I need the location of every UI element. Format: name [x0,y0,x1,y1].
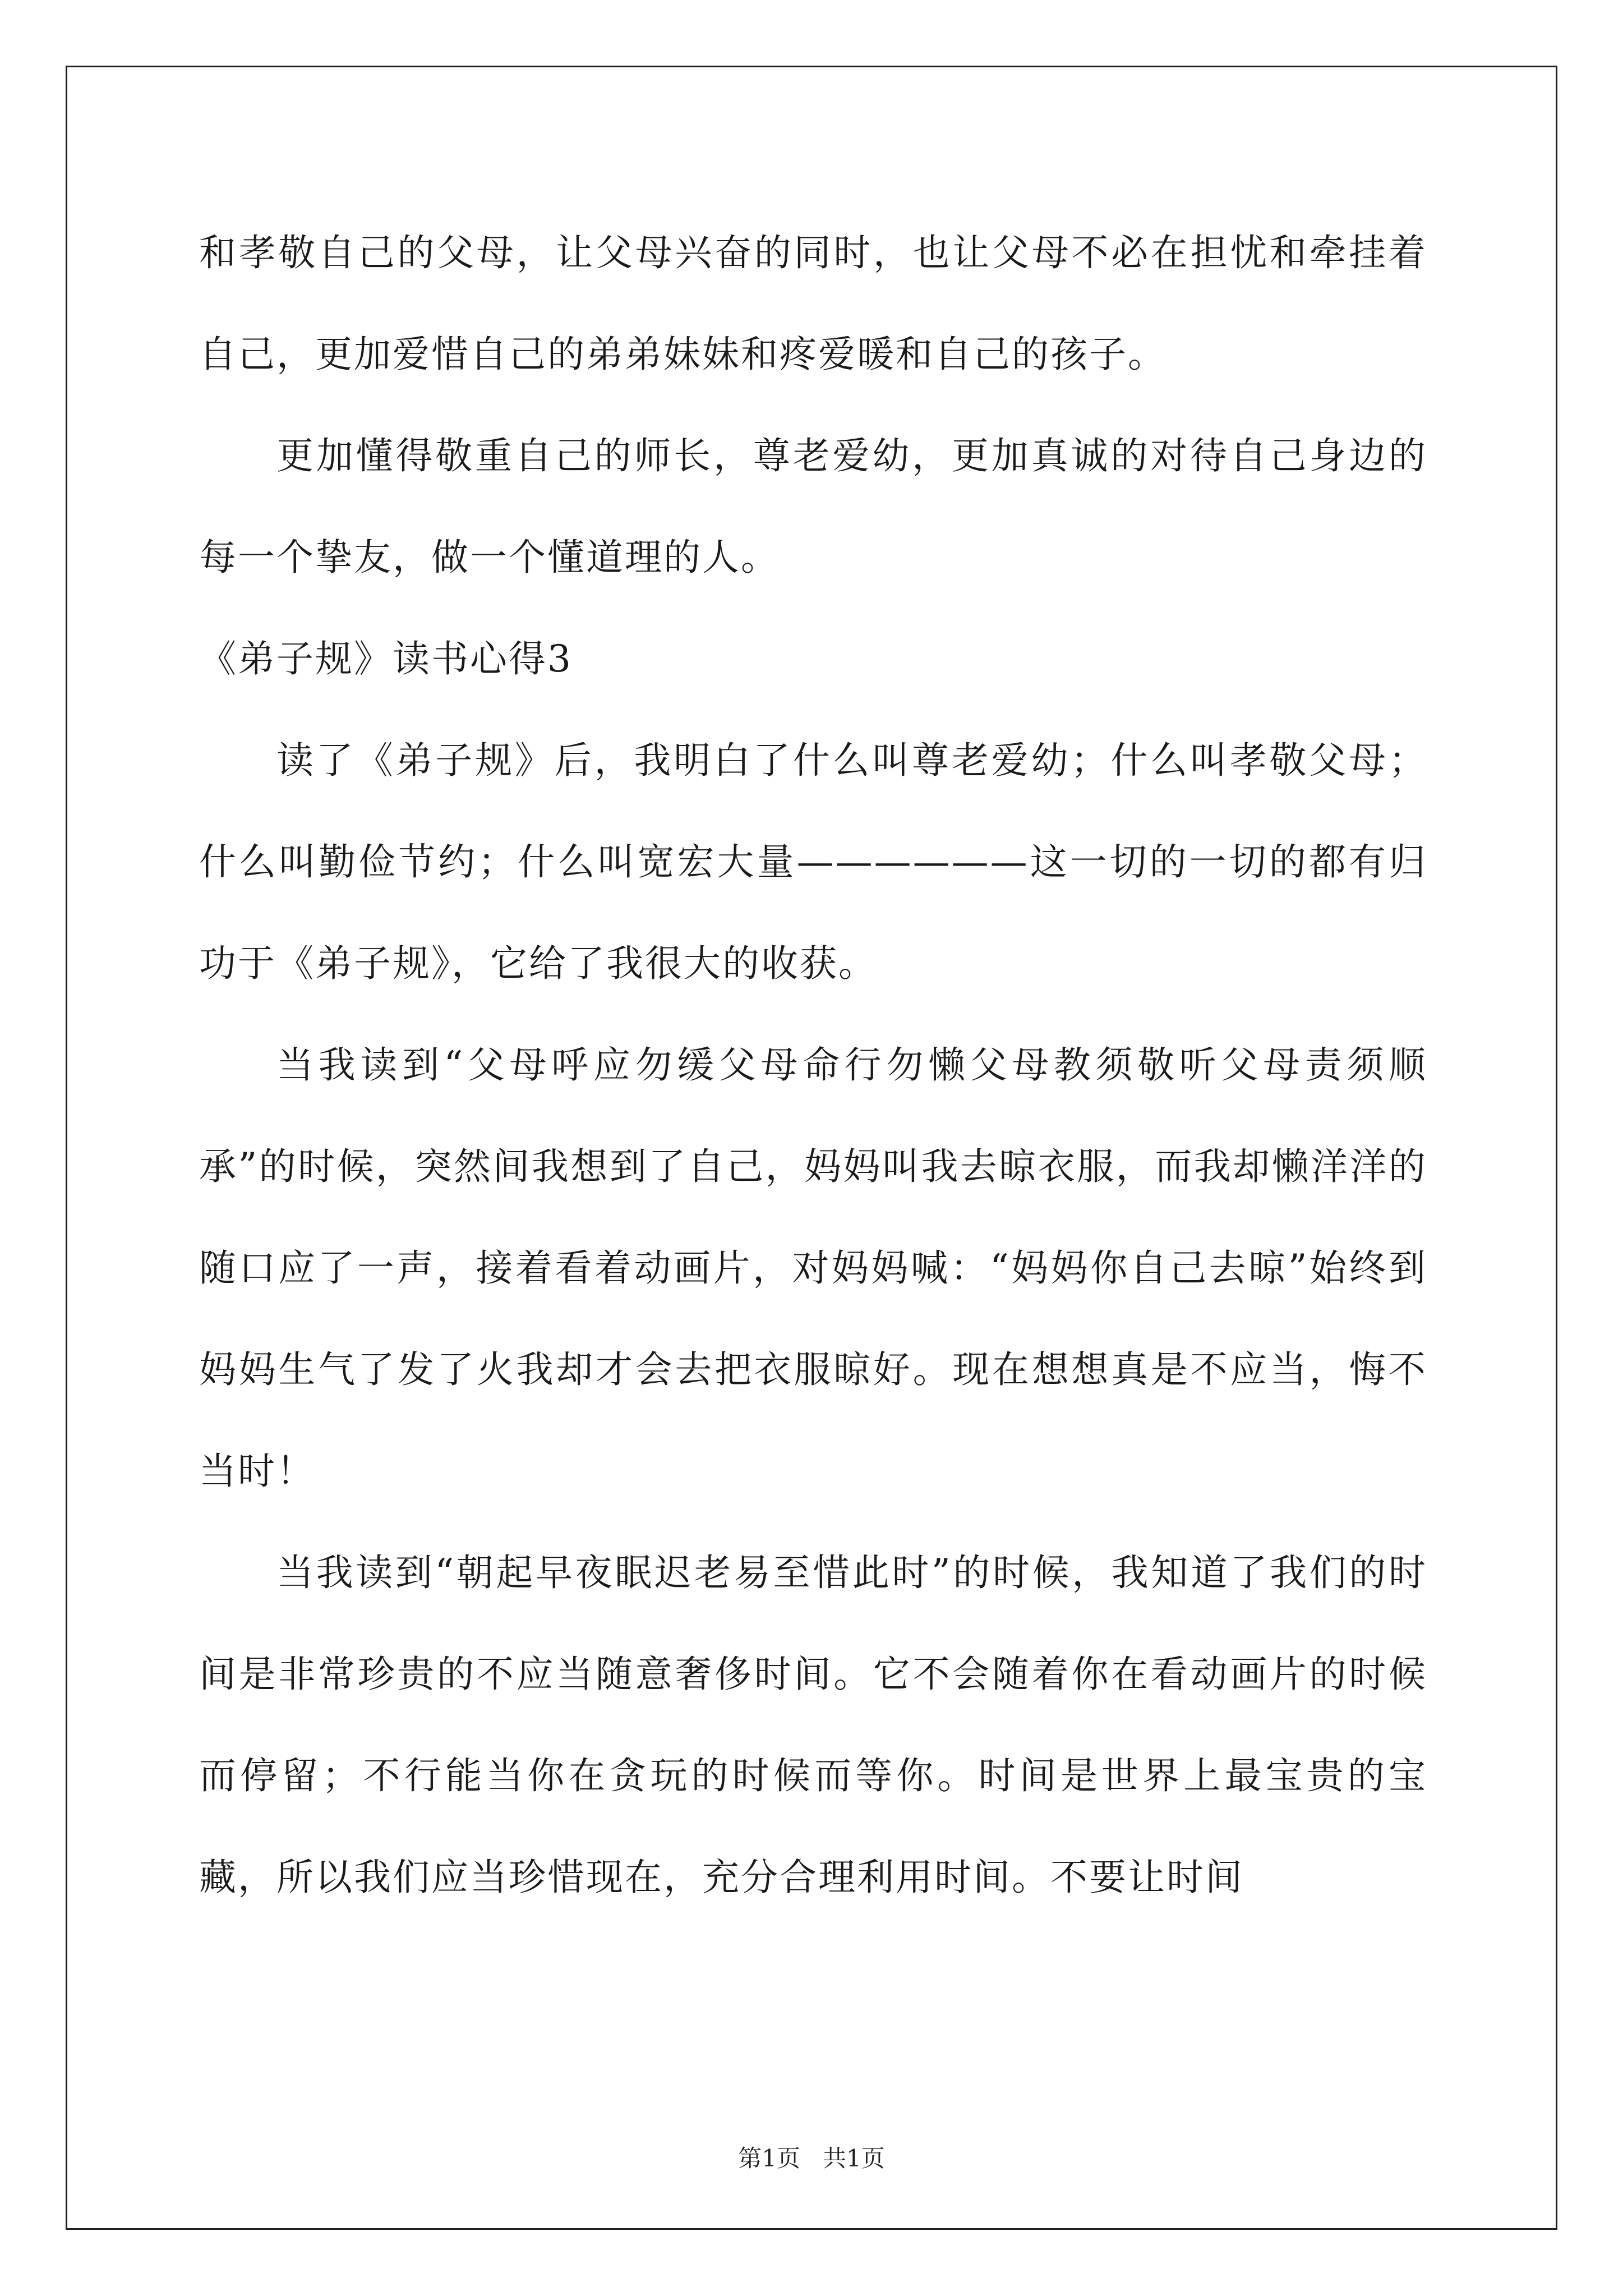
section-heading: 《弟子规》读书心得3 [199,637,573,680]
document-body [199,202,1427,1928]
paragraph-3: 读了《弟子规》后，我明白了什么叫尊老爱幼；什么叫孝敬父母；什么叫勤俭节约；什么叫宽宏大量——————这一切的一切的都有归功于《弟子规》，它给了我很大的收获。 [199,739,1427,985]
paragraph-4: 当我读到“父母呼应勿缓父母命行勿懒父母教须敬听父母责须顺承”的时候，突然间我想到了自己，妈妈叫我去晾衣服，而我却懒洋洋的随口应了一声，接着看着动画片，对妈妈喊：“妈妈你自己去晾”始终到妈妈生气了发了火我却才会去把衣服晾好。现在想想真是不应当，悔不当时！ [199,1043,1427,1493]
page-footer [0,2140,1623,2174]
paragraph-1: 和孝敬自己的父母，让父母兴奋的同时，也让父母不必在担忧和牵挂着自己，更加爱惜自己的弟弟妹妹和疼爱暖和自己的孩子。 [199,231,1427,376]
page-number-label: 第1页 共1页 [738,2145,885,2172]
paragraph-2: 更加懂得敬重自己的师长，尊老爱幼，更加真诚的对待自己身边的每一个挚友，做一个懂道理的人。 [199,434,1427,579]
paragraph-5: 当我读到“朝起早夜眠迟老易至惜此时”的时候，我知道了我们的时间是非常珍贵的不应当随意奢侈时间。它不会随着你在看动画片的时候而停留；不行能当你在贪玩的时候而等你。时间是世界上最宝贵的宝藏，所以我们应当珍惜现在，充分合理利用时间。不要让时间 [199,1551,1427,1899]
